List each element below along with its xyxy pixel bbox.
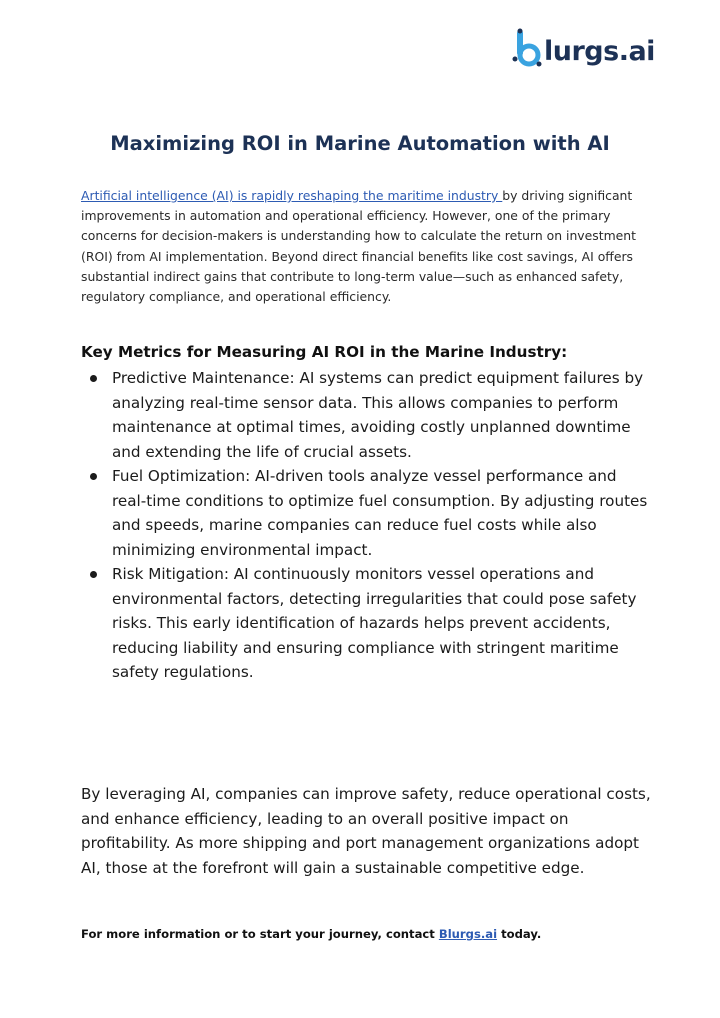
page-title: Maximizing ROI in Marine Automation with AI bbox=[110, 132, 610, 155]
list-item-text: Fuel Optimization: AI-driven tools analyze vessel performance and real-time conditions to optimize fuel consumption. By adjusting routes and speeds, marine companies can reduce fuel costs while also minimizing environmental impact. bbox=[112, 467, 648, 559]
contact-suffix: today. bbox=[497, 927, 542, 941]
contact-link[interactable]: Blurgs.ai bbox=[438, 927, 498, 941]
list-item-text: Predictive Maintenance: AI systems can predict equipment failures by analyzing real-time sensor data. This allows companies to perform maintenance at optimal times, avoiding costly unplanned downtime and extending the life of crucial assets. bbox=[112, 369, 644, 461]
metrics-list bbox=[90, 366, 650, 685]
list-item bbox=[90, 562, 650, 685]
bullet-icon bbox=[90, 375, 97, 382]
list-item bbox=[90, 366, 650, 464]
intro-link[interactable]: Artificial intelligence (AI) is rapidly reshaping the maritime industry bbox=[81, 188, 503, 203]
contact-prefix: For more information or to start your journey, contact bbox=[81, 927, 439, 941]
blurgs-b-icon bbox=[512, 28, 546, 68]
intro-body: by driving significant improvements in automation and operational efficiency. However, one of the primary concerns for decision-makers is understanding how to calculate the return on investment (ROI) from AI implementation. Beyond direct financial benefits like cost savings, AI offers substantial indirect gains that contribute to long-term value—such as enhanced safety, regulatory compliance, and operational efficiency. bbox=[81, 188, 636, 305]
bullet-icon bbox=[90, 473, 97, 480]
brand-logo bbox=[512, 28, 655, 68]
bullet-icon bbox=[90, 571, 97, 578]
intro-paragraph bbox=[81, 186, 656, 307]
contact-line bbox=[81, 927, 541, 941]
list-item-text: Risk Mitigation: AI continuously monitors vessel operations and environmental factors, detecting irregularities that could pose safety risks. This early identification of hazards helps prevent accidents, reducing liability and ensuring compliance with stringent maritime safety regulations. bbox=[112, 565, 637, 681]
closing-paragraph: By leveraging AI, companies can improve safety, reduce operational costs, and enhance efficiency, leading to an overall positive impact on profitability. As more shipping and port management organizations adopt AI, those at the forefront will gain a sustainable competitive edge. bbox=[81, 785, 651, 877]
list-item bbox=[90, 464, 650, 562]
metrics-heading: Key Metrics for Measuring AI ROI in the Marine Industry: bbox=[81, 343, 568, 361]
brand-name: lurgs.ai bbox=[544, 36, 655, 67]
